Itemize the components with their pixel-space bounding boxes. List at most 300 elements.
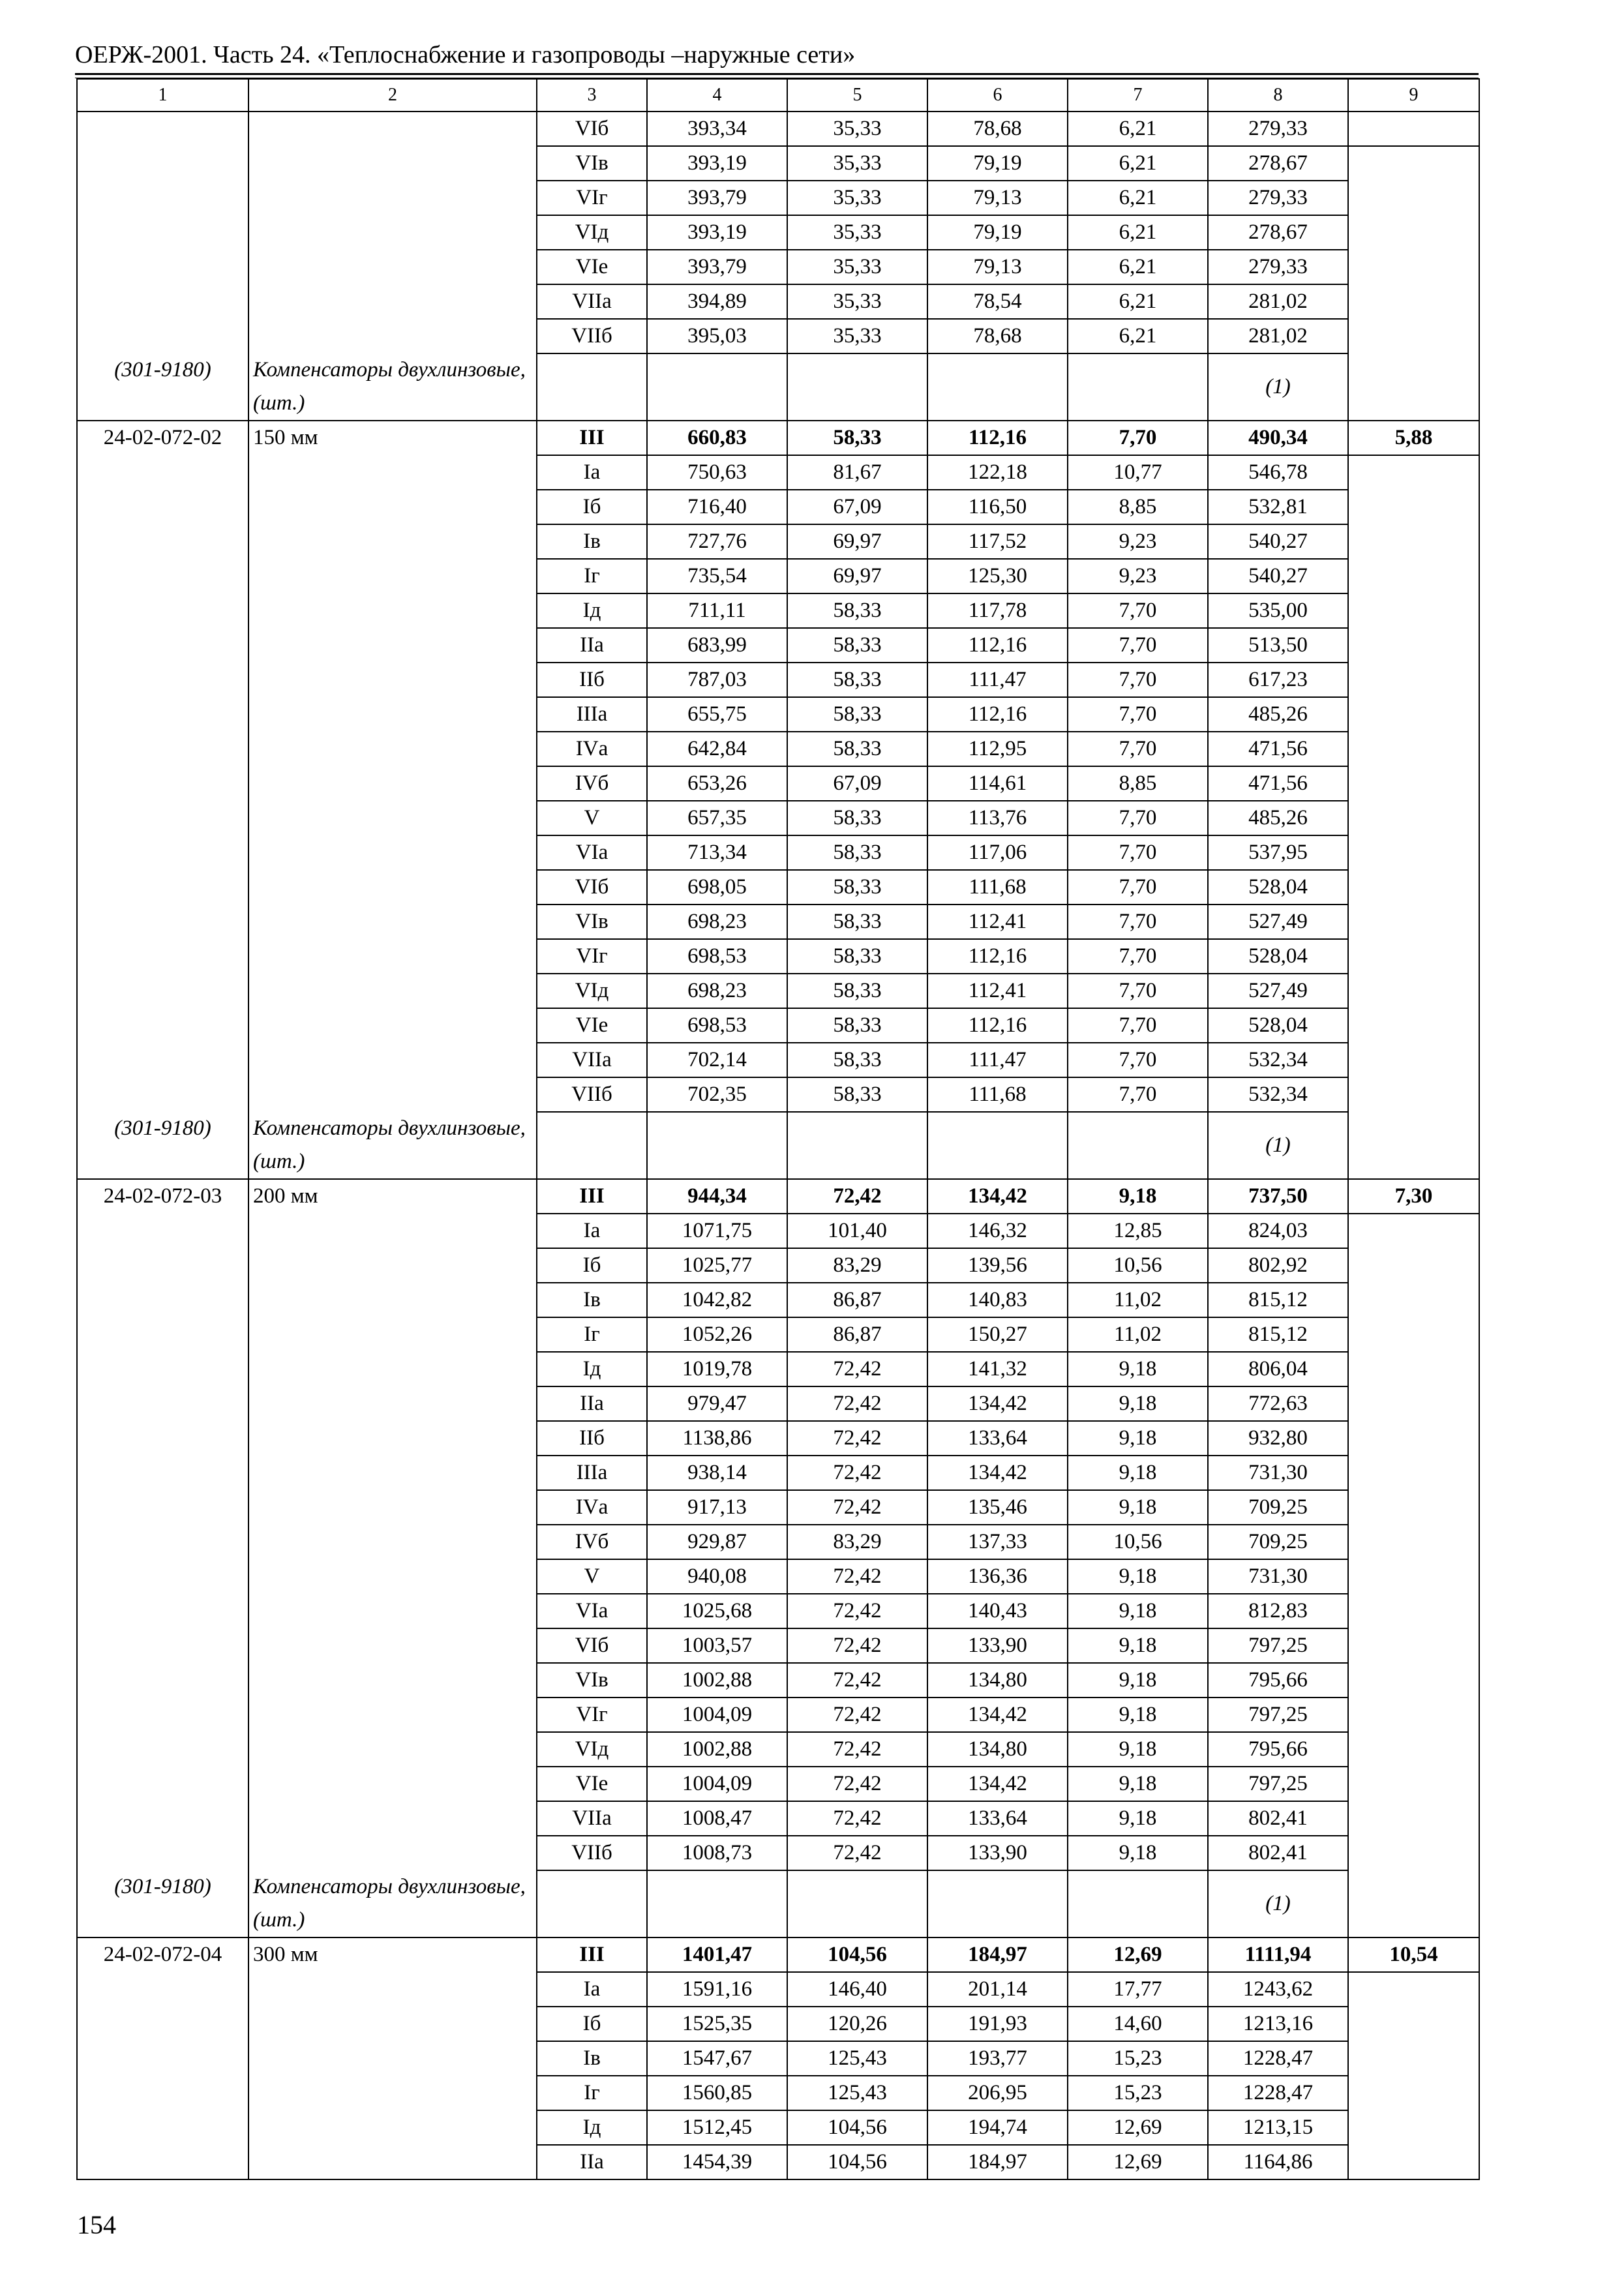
value-c9 [1348, 1972, 1479, 2007]
table-row [77, 593, 1479, 628]
value-c6: 111,68 [927, 1077, 1068, 1112]
rate-code [77, 905, 248, 939]
rate-code [77, 490, 248, 524]
rate-name [248, 215, 537, 250]
table-row [77, 1767, 1479, 1801]
value-c4: 1560,85 [647, 2076, 787, 2110]
value-c6: 78,68 [927, 319, 1068, 353]
value-c9 [1348, 1663, 1479, 1698]
value-c5: 35,33 [787, 319, 927, 353]
value-c5: 72,42 [787, 1594, 927, 1628]
region-code: VIе [537, 1008, 647, 1043]
rate-name [248, 1801, 537, 1836]
value-c8: 546,78 [1208, 455, 1348, 490]
value-c8: 279,33 [1208, 181, 1348, 215]
value-c6: 134,42 [927, 1386, 1068, 1421]
region-code: VIг [537, 939, 647, 974]
value-c9 [1348, 870, 1479, 905]
rate-code [77, 593, 248, 628]
value-c6: 140,43 [927, 1594, 1068, 1628]
value-c5: 72,42 [787, 1801, 927, 1836]
rate-name [248, 2041, 537, 2076]
value-c5: 58,33 [787, 421, 927, 455]
value-c8: 532,34 [1208, 1077, 1348, 1112]
value-c6: 134,42 [927, 1767, 1068, 1801]
value-c7: 12,69 [1068, 2145, 1208, 2179]
region-code: VIIб [537, 1836, 647, 1870]
value-c8: 795,66 [1208, 1663, 1348, 1698]
region-code: VIе [537, 250, 647, 284]
table-row [77, 663, 1479, 697]
value-c4: 1004,09 [647, 1767, 787, 1801]
value-c4: 917,13 [647, 1490, 787, 1525]
material-qty: (1) [1208, 1870, 1348, 1937]
value-c5: 58,33 [787, 801, 927, 835]
rate-name [248, 146, 537, 181]
value-c6: 117,52 [927, 524, 1068, 559]
rate-name [248, 905, 537, 939]
value-c8: 709,25 [1208, 1490, 1348, 1525]
value-c5: 35,33 [787, 250, 927, 284]
table-row [77, 146, 1479, 181]
value-c9 [1348, 1870, 1479, 1937]
value-c8: 471,56 [1208, 732, 1348, 766]
value-c6: 134,42 [927, 1698, 1068, 1732]
rate-name [248, 1559, 537, 1594]
value-c7 [1068, 1870, 1208, 1937]
value-c4: 727,76 [647, 524, 787, 559]
value-c5: 104,56 [787, 1937, 927, 1972]
rate-name [248, 1698, 537, 1732]
value-c8: 485,26 [1208, 801, 1348, 835]
value-c9: 7,30 [1348, 1179, 1479, 1214]
value-c4: 1512,45 [647, 2110, 787, 2145]
rate-code [77, 628, 248, 663]
value-c9 [1348, 663, 1479, 697]
value-c5: 67,09 [787, 766, 927, 801]
value-c9 [1348, 1248, 1479, 1283]
value-c6: 113,76 [927, 801, 1068, 835]
value-c5: 72,42 [787, 1663, 927, 1698]
rate-name [248, 974, 537, 1008]
rate-name [248, 1317, 537, 1352]
value-c4: 1071,75 [647, 1214, 787, 1248]
value-c8: 485,26 [1208, 697, 1348, 732]
value-c5: 58,33 [787, 1008, 927, 1043]
value-c6: 78,54 [927, 284, 1068, 319]
value-c8: 795,66 [1208, 1732, 1348, 1767]
value-c9 [1348, 697, 1479, 732]
region-code: VIа [537, 835, 647, 870]
value-c6: 79,19 [927, 215, 1068, 250]
value-c6: 150,27 [927, 1317, 1068, 1352]
rate-name [248, 1456, 537, 1490]
value-c9 [1348, 1421, 1479, 1456]
rate-code [77, 1283, 248, 1317]
rate-code [77, 2007, 248, 2041]
value-c7: 6,21 [1068, 146, 1208, 181]
value-c7: 12,69 [1068, 2110, 1208, 2145]
rate-code [77, 835, 248, 870]
region-code: Iв [537, 2041, 647, 2076]
value-c4: 1547,67 [647, 2041, 787, 2076]
table-row [77, 1937, 1479, 1972]
rate-code [77, 250, 248, 284]
value-c4: 698,23 [647, 905, 787, 939]
value-c8: 815,12 [1208, 1317, 1348, 1352]
rate-name [248, 1283, 537, 1317]
value-c7: 9,18 [1068, 1456, 1208, 1490]
value-c9 [1348, 1043, 1479, 1077]
value-c6: 140,83 [927, 1283, 1068, 1317]
rate-name [248, 524, 537, 559]
value-c7 [1068, 353, 1208, 421]
table-row [77, 490, 1479, 524]
value-c4: 394,89 [647, 284, 787, 319]
value-c8: 279,33 [1208, 112, 1348, 146]
region-code: VIв [537, 146, 647, 181]
value-c9 [1348, 1525, 1479, 1559]
rate-code [77, 1628, 248, 1663]
value-c6: 133,64 [927, 1421, 1068, 1456]
material-qty: (1) [1208, 353, 1348, 421]
value-c8: 527,49 [1208, 905, 1348, 939]
value-c9 [1348, 628, 1479, 663]
table-row [77, 284, 1479, 319]
table-row [77, 112, 1479, 146]
value-c6: 193,77 [927, 2041, 1068, 2076]
value-c9 [1348, 1836, 1479, 1870]
value-c7: 9,18 [1068, 1559, 1208, 1594]
value-c7: 7,70 [1068, 939, 1208, 974]
material-code: (301-9180) [77, 353, 248, 421]
value-c4: 787,03 [647, 663, 787, 697]
rate-code [77, 2145, 248, 2179]
column-number: 2 [248, 79, 537, 112]
table-row [77, 628, 1479, 663]
value-c5: 58,33 [787, 974, 927, 1008]
rate-code [77, 1972, 248, 2007]
value-c7: 17,77 [1068, 1972, 1208, 2007]
region-code [537, 353, 647, 421]
rate-name [248, 1663, 537, 1698]
value-c7: 9,23 [1068, 559, 1208, 593]
value-c4: 1025,68 [647, 1594, 787, 1628]
material-name: Компенсаторы двухлинзовые, (шт.) [248, 1870, 537, 1937]
rate-name [248, 766, 537, 801]
value-c7: 9,18 [1068, 1490, 1208, 1525]
value-c9 [1348, 2110, 1479, 2145]
value-c6: 117,06 [927, 835, 1068, 870]
value-c8: 513,50 [1208, 628, 1348, 663]
value-c7: 9,18 [1068, 1594, 1208, 1628]
value-c4: 979,47 [647, 1386, 787, 1421]
rate-code [77, 1525, 248, 1559]
footer-row [77, 1870, 1479, 1937]
value-c6: 112,16 [927, 1008, 1068, 1043]
value-c6: 111,47 [927, 1043, 1068, 1077]
material-code: (301-9180) [77, 1112, 248, 1179]
table-row [77, 1386, 1479, 1421]
value-c4: 393,19 [647, 215, 787, 250]
value-c4: 698,23 [647, 974, 787, 1008]
region-code: V [537, 801, 647, 835]
value-c4: 393,79 [647, 250, 787, 284]
value-c7: 6,21 [1068, 250, 1208, 284]
value-c9 [1348, 1214, 1479, 1248]
value-c7: 7,70 [1068, 1008, 1208, 1043]
value-c8: 535,00 [1208, 593, 1348, 628]
table-row [77, 215, 1479, 250]
table-row [77, 524, 1479, 559]
rate-code [77, 1386, 248, 1421]
value-c9 [1348, 319, 1479, 353]
value-c5: 104,56 [787, 2145, 927, 2179]
value-c4: 1003,57 [647, 1628, 787, 1663]
rate-code [77, 974, 248, 1008]
table-row [77, 801, 1479, 835]
value-c5: 35,33 [787, 284, 927, 319]
table-row [77, 1008, 1479, 1043]
value-c4 [647, 353, 787, 421]
value-c4: 660,83 [647, 421, 787, 455]
value-c8: 1213,15 [1208, 2110, 1348, 2145]
value-c8: 471,56 [1208, 766, 1348, 801]
region-code: VIа [537, 1594, 647, 1628]
rate-name [248, 1421, 537, 1456]
region-code: IIIа [537, 697, 647, 732]
value-c9 [1348, 1008, 1479, 1043]
value-c7: 7,70 [1068, 628, 1208, 663]
value-c5: 72,42 [787, 1179, 927, 1214]
value-c5: 58,33 [787, 628, 927, 663]
region-code: IVб [537, 1525, 647, 1559]
value-c5: 35,33 [787, 215, 927, 250]
rate-code [77, 215, 248, 250]
region-code: VIIа [537, 1043, 647, 1077]
value-c7: 15,23 [1068, 2041, 1208, 2076]
value-c9 [1348, 905, 1479, 939]
value-c9 [1348, 1594, 1479, 1628]
rate-name [248, 939, 537, 974]
table-row [77, 421, 1479, 455]
value-c7: 6,21 [1068, 284, 1208, 319]
value-c5: 101,40 [787, 1214, 927, 1248]
value-c9 [1348, 1801, 1479, 1836]
value-c5: 58,33 [787, 593, 927, 628]
value-c9 [1348, 559, 1479, 593]
value-c4: 944,34 [647, 1179, 787, 1214]
value-c5: 35,33 [787, 181, 927, 215]
value-c7: 15,23 [1068, 2076, 1208, 2110]
value-c7: 7,70 [1068, 1043, 1208, 1077]
value-c5: 58,33 [787, 663, 927, 697]
rate-name [248, 2076, 537, 2110]
rate-code [77, 1490, 248, 1525]
value-c9 [1348, 593, 1479, 628]
value-c6: 122,18 [927, 455, 1068, 490]
rate-name [248, 1490, 537, 1525]
table-row [77, 1456, 1479, 1490]
value-c7: 9,18 [1068, 1421, 1208, 1456]
value-c4: 940,08 [647, 1559, 787, 1594]
value-c6: 134,42 [927, 1179, 1068, 1214]
column-number: 7 [1068, 79, 1208, 112]
value-c8: 802,92 [1208, 1248, 1348, 1283]
value-c5: 72,42 [787, 1698, 927, 1732]
value-c9 [1348, 1490, 1479, 1525]
region-code [537, 1870, 647, 1937]
value-c7: 12,85 [1068, 1214, 1208, 1248]
value-c4: 393,19 [647, 146, 787, 181]
table-row [77, 1972, 1479, 2007]
region-code: III [537, 1179, 647, 1214]
value-c4: 735,54 [647, 559, 787, 593]
table-row [77, 1801, 1479, 1836]
region-code: IVа [537, 732, 647, 766]
table-row [77, 939, 1479, 974]
rate-name: 200 мм [248, 1179, 537, 1214]
value-c6: 206,95 [927, 2076, 1068, 2110]
region-code: VIб [537, 1628, 647, 1663]
value-c5: 58,33 [787, 939, 927, 974]
value-c9 [1348, 146, 1479, 181]
value-c4: 1002,88 [647, 1663, 787, 1698]
value-c4: 653,26 [647, 766, 787, 801]
table-row [77, 1214, 1479, 1248]
region-code: Iв [537, 1283, 647, 1317]
region-code: IIа [537, 2145, 647, 2179]
rate-code [77, 181, 248, 215]
value-c7: 9,23 [1068, 524, 1208, 559]
rate-code: 24-02-072-04 [77, 1937, 248, 1972]
value-c4: 1025,77 [647, 1248, 787, 1283]
table-row [77, 1179, 1479, 1214]
table-row [77, 974, 1479, 1008]
table-row [77, 1352, 1479, 1386]
table-row [77, 559, 1479, 593]
value-c8: 731,30 [1208, 1559, 1348, 1594]
region-code: IIб [537, 1421, 647, 1456]
rate-code [77, 2110, 248, 2145]
value-c4: 657,35 [647, 801, 787, 835]
value-c8: 797,25 [1208, 1698, 1348, 1732]
value-c6: 134,42 [927, 1456, 1068, 1490]
value-c8: 1164,86 [1208, 2145, 1348, 2179]
rate-code [77, 732, 248, 766]
value-c8: 731,30 [1208, 1456, 1348, 1490]
value-c6: 112,16 [927, 421, 1068, 455]
value-c9 [1348, 1317, 1479, 1352]
value-c5: 81,67 [787, 455, 927, 490]
region-code: Iд [537, 2110, 647, 2145]
rate-name [248, 1836, 537, 1870]
value-c9 [1348, 215, 1479, 250]
value-c9 [1348, 1283, 1479, 1317]
table-row [77, 319, 1479, 353]
value-c7: 9,18 [1068, 1767, 1208, 1801]
region-code: VIIа [537, 1801, 647, 1836]
value-c5: 58,33 [787, 697, 927, 732]
rate-code [77, 1594, 248, 1628]
value-c7: 7,70 [1068, 835, 1208, 870]
rate-code: 24-02-072-02 [77, 421, 248, 455]
value-c5: 72,42 [787, 1767, 927, 1801]
table-row [77, 2076, 1479, 2110]
value-c4: 702,35 [647, 1077, 787, 1112]
value-c7: 9,18 [1068, 1801, 1208, 1836]
rate-code [77, 1801, 248, 1836]
value-c8: 815,12 [1208, 1283, 1348, 1317]
rate-code [77, 1317, 248, 1352]
value-c7: 7,70 [1068, 870, 1208, 905]
region-code: Iг [537, 2076, 647, 2110]
value-c8: 737,50 [1208, 1179, 1348, 1214]
value-c8: 532,81 [1208, 490, 1348, 524]
value-c9 [1348, 1732, 1479, 1767]
value-c6: 134,80 [927, 1732, 1068, 1767]
header-rule [75, 73, 1479, 75]
value-c7: 7,70 [1068, 974, 1208, 1008]
value-c8: 528,04 [1208, 939, 1348, 974]
table-row [77, 732, 1479, 766]
value-c4: 1008,47 [647, 1801, 787, 1836]
region-code: Iб [537, 1248, 647, 1283]
value-c8: 617,23 [1208, 663, 1348, 697]
value-c8: 528,04 [1208, 1008, 1348, 1043]
value-c8: 527,49 [1208, 974, 1348, 1008]
table-row [77, 1732, 1479, 1767]
value-c9: 5,88 [1348, 421, 1479, 455]
value-c4: 1002,88 [647, 1732, 787, 1767]
rate-code [77, 801, 248, 835]
value-c8: 278,67 [1208, 215, 1348, 250]
rate-code [77, 939, 248, 974]
rate-name [248, 801, 537, 835]
rate-name [248, 835, 537, 870]
value-c5: 58,33 [787, 870, 927, 905]
table-row [77, 1317, 1479, 1352]
value-c9 [1348, 1767, 1479, 1801]
table-row [77, 835, 1479, 870]
column-number: 3 [537, 79, 647, 112]
value-c6: 79,13 [927, 181, 1068, 215]
value-c6: 112,16 [927, 939, 1068, 974]
value-c4: 938,14 [647, 1456, 787, 1490]
rate-name [248, 628, 537, 663]
value-c6: 191,93 [927, 2007, 1068, 2041]
value-c6: 133,90 [927, 1836, 1068, 1870]
value-c6: 111,68 [927, 870, 1068, 905]
value-c5: 58,33 [787, 732, 927, 766]
region-code: IIIа [537, 1456, 647, 1490]
region-code: VIв [537, 905, 647, 939]
value-c6: 184,97 [927, 2145, 1068, 2179]
value-c8: 772,63 [1208, 1386, 1348, 1421]
value-c7: 7,70 [1068, 593, 1208, 628]
value-c9 [1348, 2076, 1479, 2110]
rate-name [248, 490, 537, 524]
region-code: IVб [537, 766, 647, 801]
value-c5: 72,42 [787, 1490, 927, 1525]
value-c9 [1348, 974, 1479, 1008]
table-row [77, 181, 1479, 215]
value-c7: 8,85 [1068, 490, 1208, 524]
value-c4: 1008,73 [647, 1836, 787, 1870]
value-c5: 125,43 [787, 2076, 927, 2110]
rate-code [77, 766, 248, 801]
column-number: 1 [77, 79, 248, 112]
